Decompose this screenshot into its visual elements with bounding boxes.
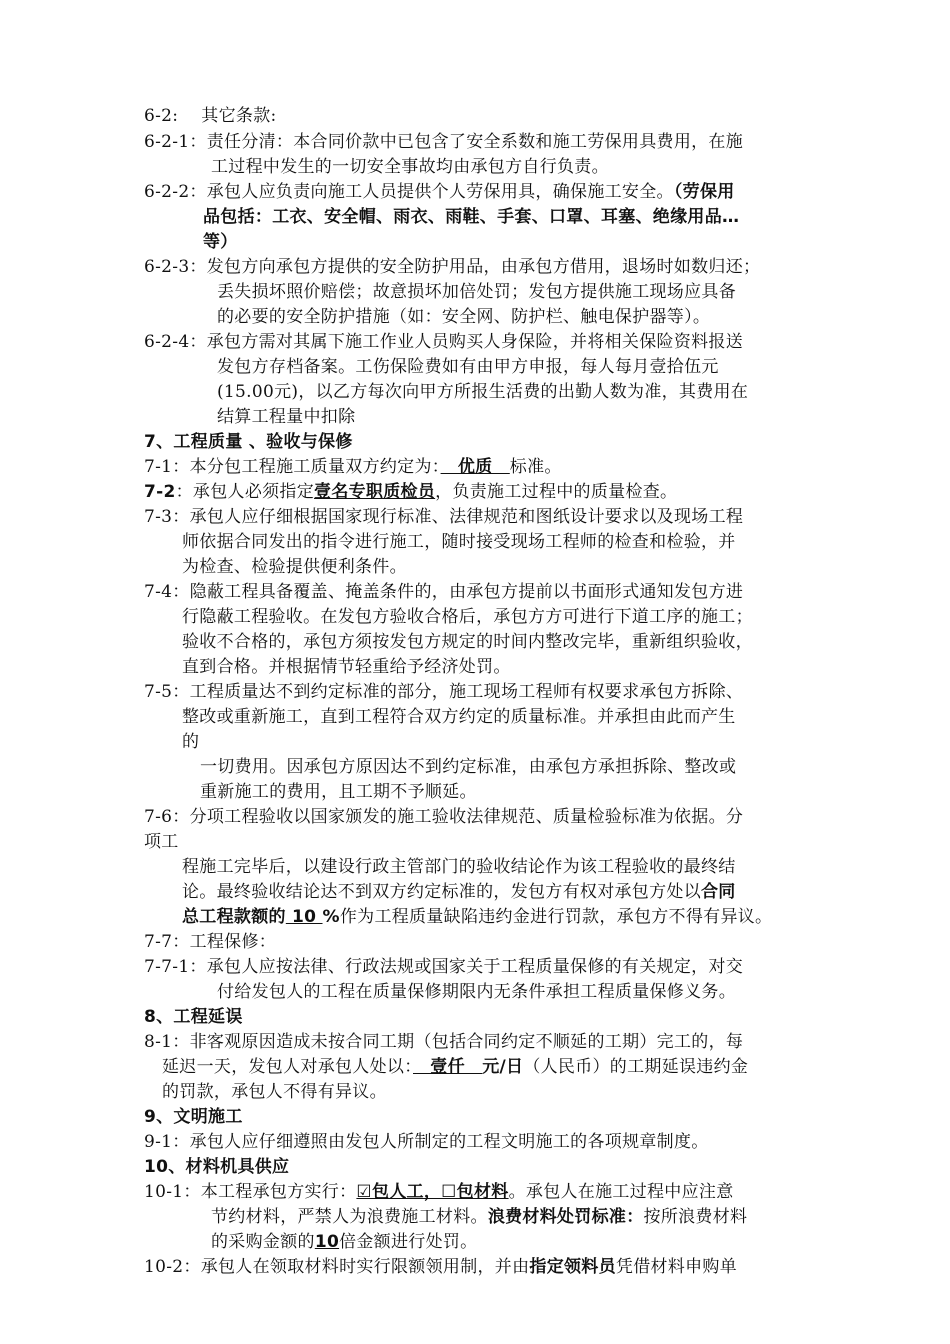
- clause-7-1-text: 7-1：本分包工程施工质量双方约定为：: [144, 457, 441, 477]
- section-10-heading: 10、材料机具供应: [144, 1157, 290, 1177]
- clause-6-2-2-cont: 品包括：工衣、安全帽、雨衣、雨鞋、手套、口罩、耳塞、绝缘用品…: [203, 207, 740, 227]
- delay-penalty-unit: 元/日: [482, 1057, 524, 1077]
- clause-10-1-text-3: 的采购金额的: [211, 1232, 315, 1252]
- clause-6-2-3-cont-2: 的必要的安全防护措施（如：安全网、防护栏、触电保护器等）。: [217, 307, 711, 327]
- clause-7-1-suffix: 标准。: [509, 457, 562, 477]
- clause-10-1: [144, 1180, 734, 1204]
- clause-7-6-cont-4: [182, 905, 772, 929]
- inspector-value: 壹名专职质检员: [314, 482, 436, 502]
- clause-6-2-4-cont-3: 结算工程量中扣除: [217, 407, 356, 427]
- clause-6-2-2: [144, 180, 735, 204]
- clause-7-5-cont: 整改或重新施工，直到工程符合双方约定的质量标准。并承担由此而产生: [182, 707, 736, 727]
- section-8-heading: 8、工程延误: [144, 1007, 243, 1027]
- clause-6-2-1: 6-2-1：责任分清：本合同价款中已包含了安全系数和施工劳保用具费用，在施: [144, 132, 744, 152]
- clause-9-1: 9-1：承包人应仔细遵照由发包人所制定的工程文明施工的各项规章制度。: [144, 1132, 709, 1152]
- clause-6-2-1-cont: 工过程中发生的一切安全事故均由承包方自行负责。: [211, 157, 609, 177]
- clause-7-4-cont: 行隐蔽工程验收。在发包方验收合格后，承包方方可进行下道工序的施工；: [182, 607, 753, 627]
- clause-7-5-cont-3: 一切费用。因承包方原因达不到约定标准，由承包方承担拆除、整改或: [200, 757, 737, 777]
- clause-6-2-4-cont: 发包方存档备案。工伤保险费如有由甲方申报，每人每月壹拾伍元: [217, 357, 719, 377]
- clause-7-6-suffix: 作为工程质量缺陷违约金进行罚款，承包方不得有异议。: [339, 907, 773, 927]
- clause-7-1: [144, 455, 562, 479]
- clause-10-1-cont-2: [211, 1230, 477, 1254]
- clause-10-1-text: 10-1：本工程承包方实行：: [144, 1182, 357, 1202]
- clause-7-6-cont-3: [182, 880, 736, 904]
- clause-6-2-2-cont-2: 等）: [203, 232, 238, 252]
- clause-7-3-cont-2: 为检查、检验提供便利条件。: [182, 557, 407, 577]
- clause-7-2-number: 7-2: [144, 482, 176, 502]
- clause-6-2-3-cont: 丢失损坏照价赔偿；故意损坏加倍处罚；发包方提供施工现场应具备: [217, 282, 736, 302]
- clause-6-2-4: 6-2-4：承包方需对其属下施工作业人员购买人身保险，并将相关保险资料报送: [144, 332, 744, 352]
- clause-7-3-cont: 师依据合同发出的指令进行施工，随时接受现场工程师的检查和检验，并: [182, 532, 736, 552]
- delay-penalty-value: 壹仟: [413, 1057, 483, 1077]
- clause-6-2-2-text: 6-2-2：承包人应负责向施工人员提供个人劳保用具，确保施工安全。: [144, 182, 674, 202]
- clause-7-4: 7-4：隐蔽工程具备覆盖、掩盖条件的，由承包方提前以书面形式通知发包方进: [144, 582, 744, 602]
- clause-7-4-cont-2: 验收不合格的，承包方须按发包方规定的时间内整改完毕，重新组织验收，: [182, 632, 753, 652]
- clause-7-5: 7-5：工程质量达不到约定标准的部分，施工现场工程师有权要求承包方拆除、: [144, 682, 744, 702]
- clause-7-6-bold-2: 总工程款额的: [182, 907, 286, 927]
- section-9-heading: 9、文明施工: [144, 1107, 243, 1127]
- clause-7-3: 7-3：承包人应仔细根据国家现行标准、法律规范和图纸设计要求以及现场工程: [144, 507, 744, 527]
- clause-7-5-cont-4: 重新施工的费用，且工期不予顺延。: [200, 782, 477, 802]
- clause-10-1-cont: [211, 1205, 747, 1229]
- material-clerk-label: 指定领料员: [529, 1257, 616, 1277]
- clause-10-2: [144, 1255, 737, 1279]
- clause-7-6: 7-6：分项工程验收以国家颁发的施工验收法律规范、质量检验标准为依据。分: [144, 807, 744, 827]
- clause-8-1-cont: [162, 1055, 748, 1079]
- clause-7-2-text: ：承包人必须指定: [175, 482, 315, 502]
- waste-multiplier-value: 10: [314, 1232, 340, 1252]
- percent-sign: %: [322, 907, 340, 927]
- quality-grade-value: 优质: [440, 457, 510, 477]
- clause-7-4-cont-3: 直到合格。并根据情节轻重给予经济处罚。: [182, 657, 511, 677]
- clause-7-6-bold: 合同: [701, 882, 736, 902]
- clause-10-1-suffix: 。承包人在施工过程中应注意: [508, 1182, 734, 1202]
- penalty-percent-value: 10: [285, 907, 323, 927]
- clause-8-1-text: 延迟一天，发包人对承包人处以：: [162, 1057, 413, 1077]
- clause-7-7: 7-7：工程保修：: [144, 932, 277, 952]
- clause-10-1-text-2: 节约材料，严禁人为浪费施工材料。: [211, 1207, 488, 1227]
- clause-8-1-cont-2: 的罚款，承包人不得有异议。: [162, 1082, 387, 1102]
- clause-10-1-suffix-2: 按所浪费材料: [643, 1207, 748, 1227]
- clause-6-2-heading: 6-2: 其它条款:: [144, 106, 277, 126]
- clause-6-2-4-cont-2: (15.00元)，以乙方每次向甲方所报生活费的出勤人数为准，其费用在: [217, 382, 749, 402]
- clause-6-2-2-bold: （劳保用: [673, 182, 735, 202]
- clause-7-6-text: 论。最终验收结论达不到双方约定标准的，发包方有权对承包方处以: [182, 882, 701, 902]
- clause-6-2-3: 6-2-3：发包方向承包方提供的安全防护用品，由承包方借用，退场时如数归还；: [144, 257, 761, 277]
- clause-7-7-1: 7-7-1：承包人应按法律、行政法规或国家关于工程质量保修的有关规定，对交: [144, 957, 744, 977]
- clause-7-5-cont-2: 的: [182, 732, 200, 752]
- clause-10-1-suffix-3: 倍金额进行处罚。: [339, 1232, 478, 1252]
- clause-8-1-suffix: （人民币）的工期延误违约金: [523, 1057, 749, 1077]
- clause-7-6-cont-2: 程施工完毕后，以建设行政主管部门的验收结论作为该工程验收的最终结: [182, 857, 736, 877]
- clause-10-2-suffix: 凭借材料申购单: [615, 1257, 738, 1277]
- clause-7-2-suffix: ，负责施工过程中的质量检查。: [435, 482, 678, 502]
- waste-penalty-label: 浪费材料处罚标准：: [487, 1207, 644, 1227]
- contract-scope-checkboxes: ☑包人工，☐包材料: [356, 1182, 509, 1202]
- clause-8-1: 8-1：非客观原因造成未按合同工期（包括合同约定不顺延的工期）完工的，每: [144, 1032, 744, 1052]
- clause-10-2-text: 10-2：承包人在领取材料时实行限额领用制，并由: [144, 1257, 530, 1277]
- clause-7-2: [144, 480, 677, 504]
- section-7-heading: 7、工程质量 、验收与保修: [144, 432, 353, 452]
- clause-7-6-cont: 项工: [144, 832, 179, 852]
- clause-7-7-1-cont: 付给发包人的工程在质量保修期限内无条件承担工程质量保修义务。: [217, 982, 736, 1002]
